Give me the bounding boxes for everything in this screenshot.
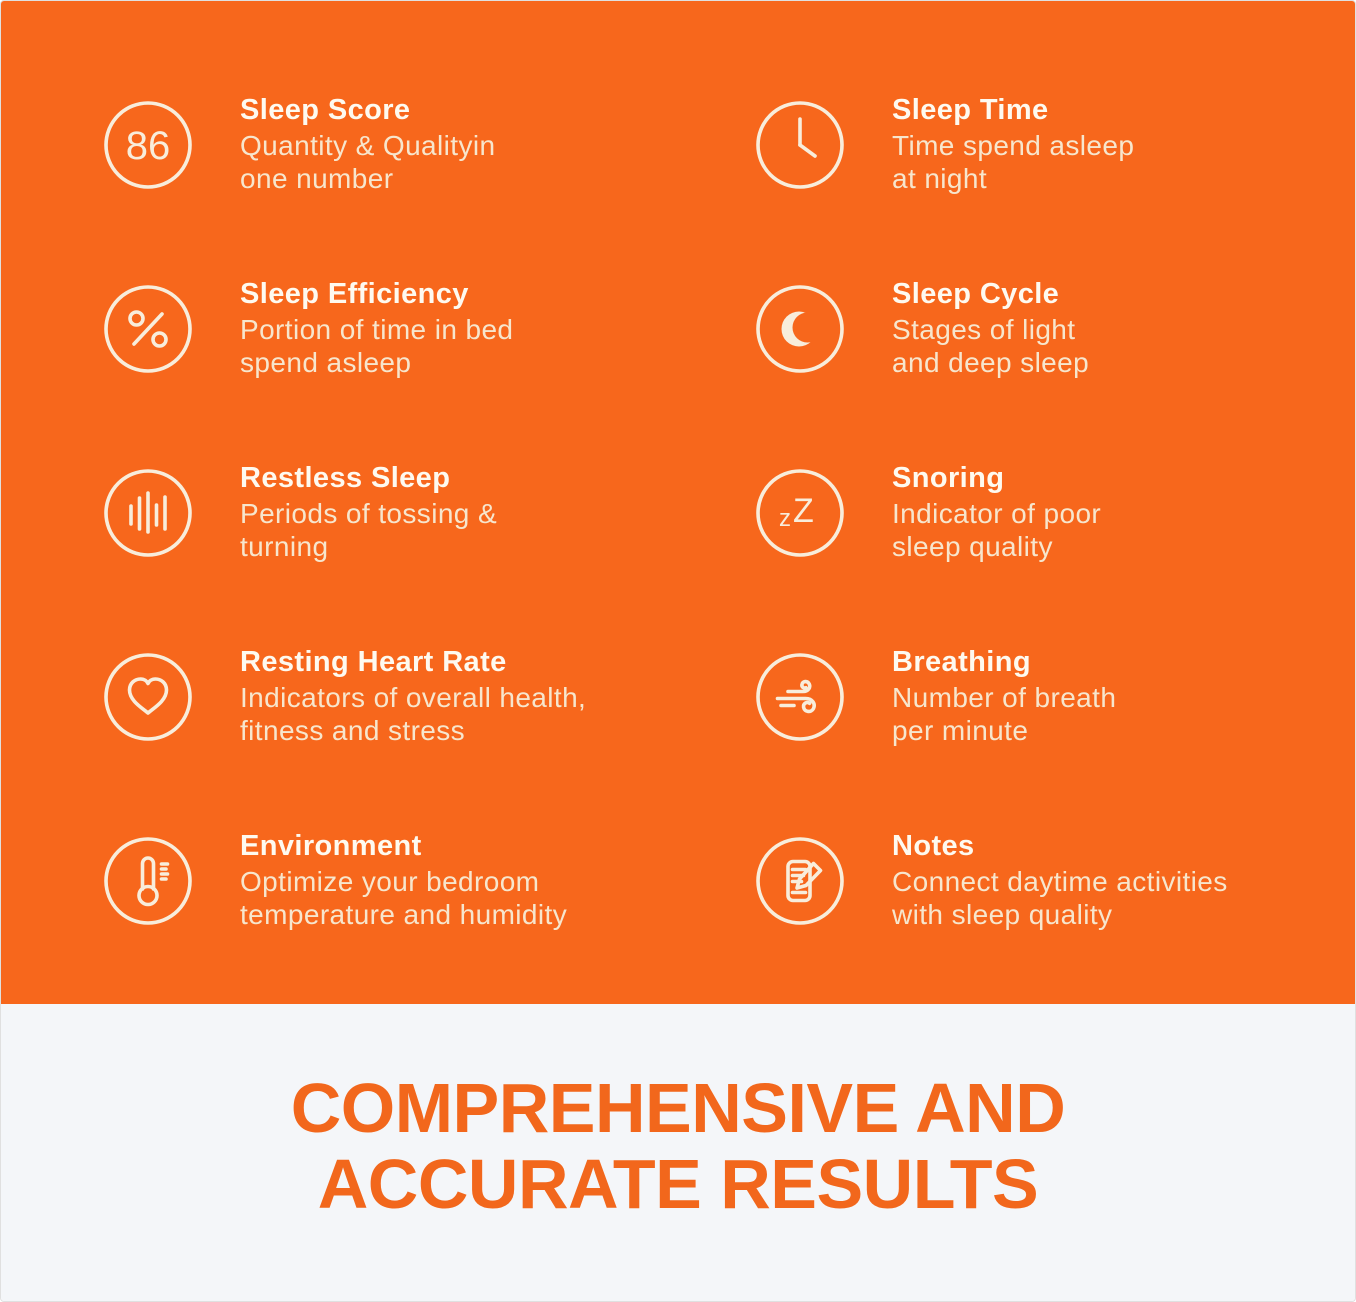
feature-desc-line: at night (892, 163, 988, 194)
feature-title: Environment (240, 830, 422, 862)
feature-desc-line: Quantity & Qualityin (240, 130, 496, 161)
footer-panel (1, 1004, 1355, 1302)
feature-item-sleep-cycle (755, 277, 1315, 461)
feature-desc-line: and deep sleep (892, 347, 1090, 378)
feature-item-environment (103, 829, 755, 1013)
feature-item-restless-sleep (103, 461, 755, 645)
feature-item-notes (755, 829, 1315, 1013)
feature-desc-line: Number of breath (892, 682, 1117, 713)
feature-desc-line: spend asleep (240, 347, 412, 378)
feature-item-breathing (755, 645, 1315, 829)
feature-title: Snoring (892, 462, 1005, 494)
feature-title: Sleep Efficiency (240, 278, 469, 310)
percent-icon (103, 277, 193, 374)
feature-desc-line: one number (240, 163, 394, 194)
feature-desc-line: Optimize your bedroom (240, 866, 540, 897)
heart-icon (103, 645, 193, 742)
feature-title: Breathing (892, 646, 1031, 678)
sleep-score-value: 86 (125, 124, 171, 168)
notepad-pencil-icon (755, 829, 845, 926)
headline (1, 1070, 1355, 1222)
feature-desc-line: Stages of light (892, 314, 1076, 345)
hero-panel (1, 1, 1355, 1004)
feature-title: Sleep Score (240, 94, 411, 126)
clock-icon (755, 93, 845, 190)
svg-text:z Z: z Z (779, 492, 814, 532)
features-grid (103, 93, 1335, 1013)
feature-title: Sleep Time (892, 94, 1049, 126)
feature-desc-line: Portion of time in bed (240, 314, 514, 345)
feature-title: Notes (892, 830, 975, 862)
feature-item-sleep-time (755, 93, 1315, 277)
feature-desc-line: per minute (892, 715, 1029, 746)
feature-desc-line: Indicator of poor (892, 498, 1102, 529)
feature-desc-line: Connect daytime activities (892, 866, 1228, 897)
feature-item-sleep-efficiency (103, 277, 755, 461)
wind-icon (755, 645, 845, 742)
feature-desc-line: with sleep quality (892, 899, 1113, 930)
feature-title: Resting Heart Rate (240, 646, 507, 678)
sleep-score-icon (103, 93, 193, 190)
feature-desc-line: turning (240, 531, 329, 562)
feature-desc-line: sleep quality (892, 531, 1053, 562)
bar-graph-icon (103, 461, 193, 558)
headline-line-1: COMPREHENSIVE AND (290, 1069, 1066, 1147)
zzz-icon (755, 461, 845, 558)
feature-desc-line: Indicators of overall health, (240, 682, 587, 713)
feature-item-resting-heart-rate (103, 645, 755, 829)
feature-desc-line: temperature and humidity (240, 899, 568, 930)
feature-item-sleep-score (103, 93, 755, 277)
feature-desc-line: Periods of tossing & (240, 498, 498, 529)
feature-item-snoring (755, 461, 1315, 645)
feature-desc-line: Time spend asleep (892, 130, 1135, 161)
headline-line-2: ACCURATE RESULTS (317, 1145, 1039, 1223)
thermometer-icon (103, 829, 193, 926)
feature-title: Sleep Cycle (892, 278, 1060, 310)
crescent-moon-icon (755, 277, 845, 374)
feature-desc-line: fitness and stress (240, 715, 466, 746)
feature-title: Restless Sleep (240, 462, 451, 494)
